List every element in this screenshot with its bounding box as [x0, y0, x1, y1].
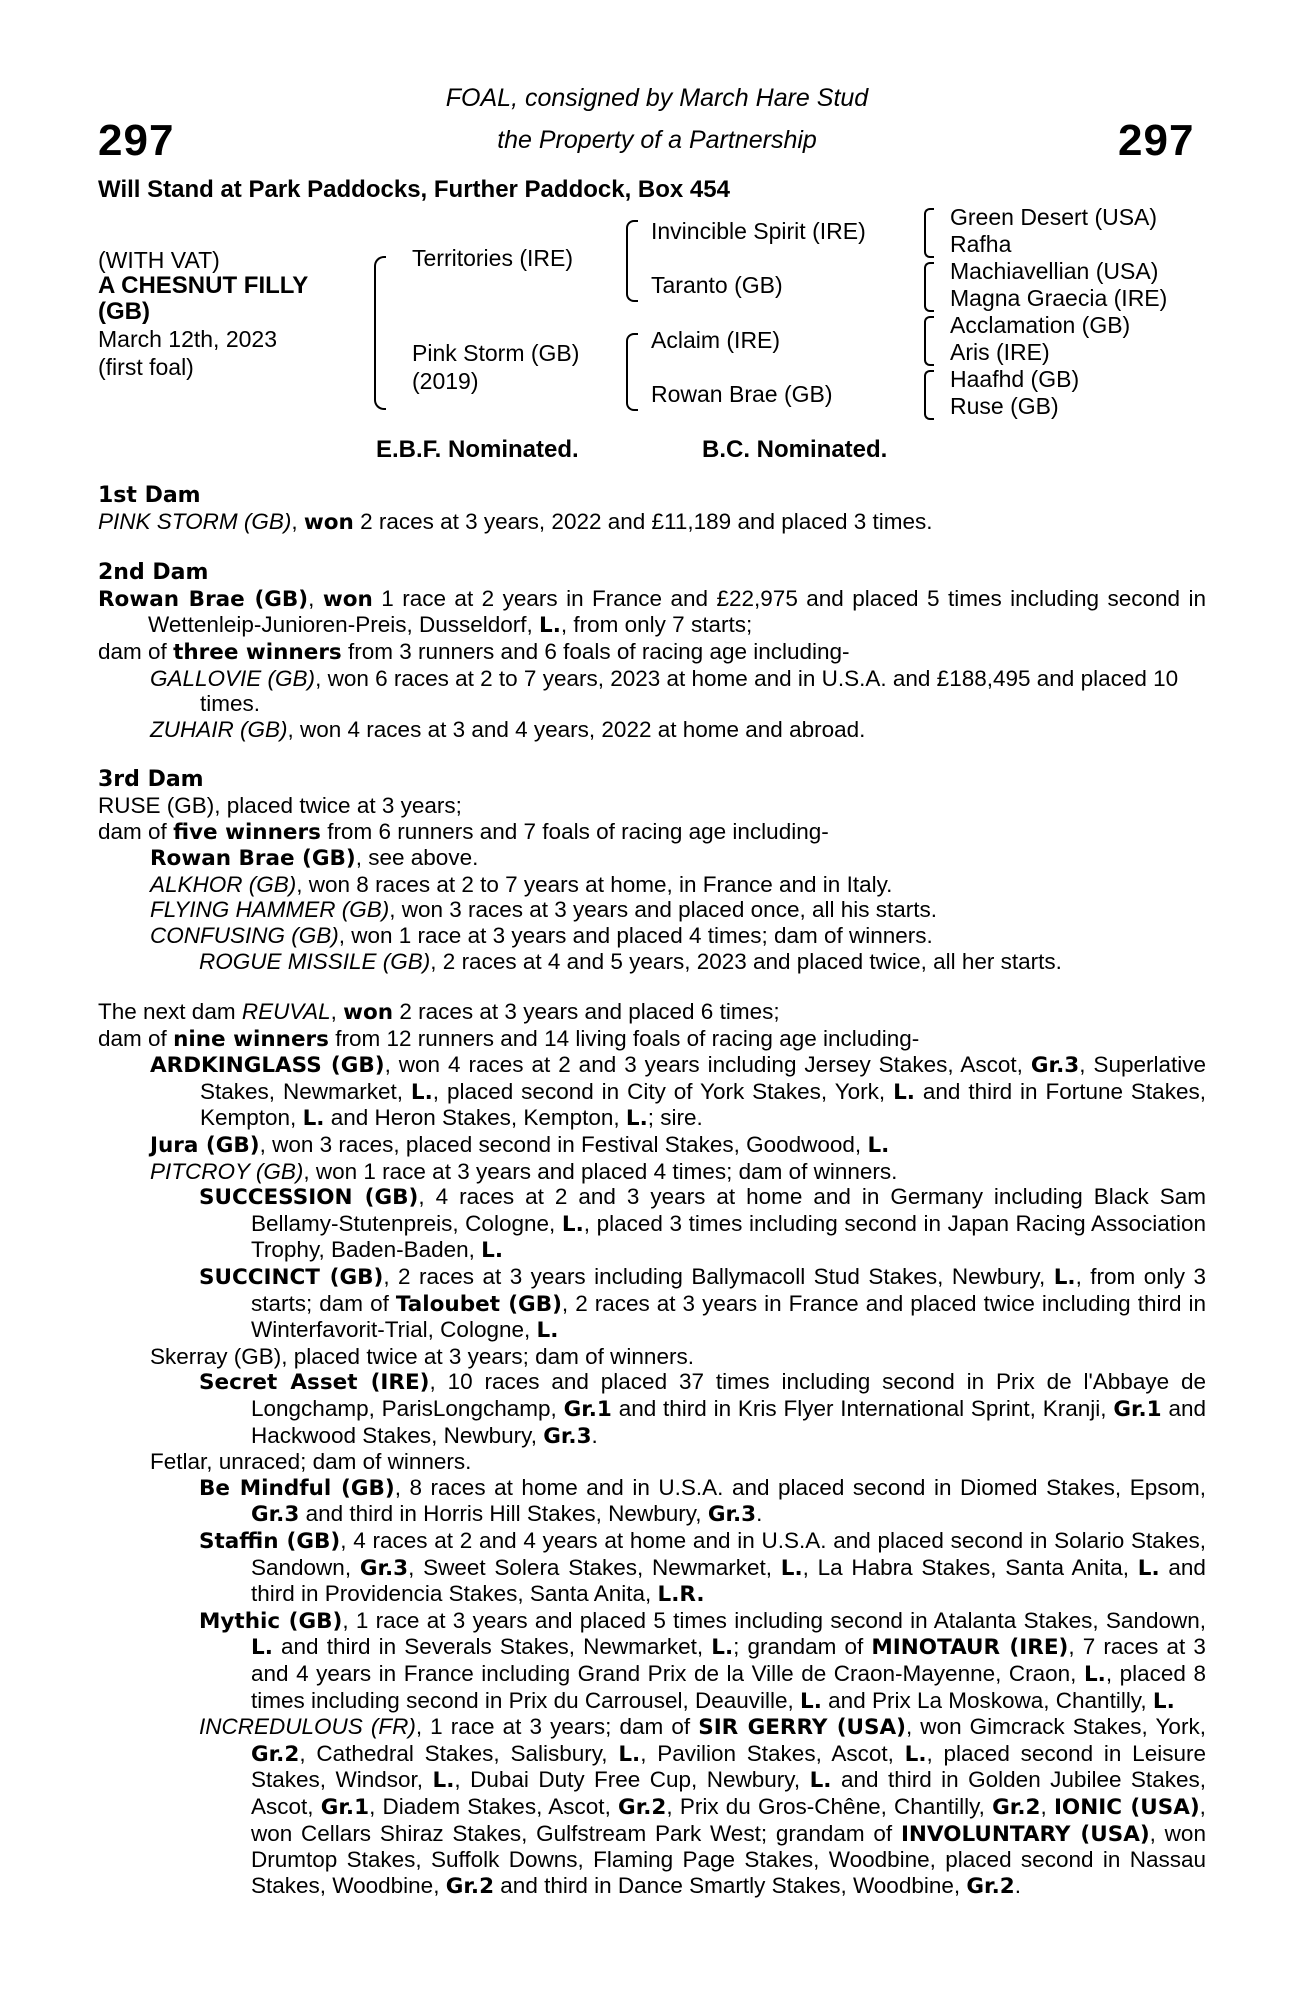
vendor-line-2: the Property of a Partnership — [497, 126, 817, 154]
pedigree-brace-g4 — [924, 370, 934, 420]
list-item: SUCCINCT (GB), 2 races at 3 years including Ballymacoll Stud Stakes, Newbury, L., from only 3 starts; dam of Taloubet (GB), 2 races at 3 years in France and placed twice including third in Winterfavorit-Trial, Cologne, L. — [199, 1264, 1206, 1344]
dam: Pink Storm (GB) — [412, 340, 580, 366]
third-dam-record: RUSE (GB), placed twice at 3 years; — [98, 792, 462, 818]
lot-number-left: 297 — [98, 116, 175, 165]
lot-description: A CHESNUT FILLY — [98, 272, 309, 299]
sire: Territories (IRE) — [412, 245, 574, 271]
pedigree-brace-sire — [626, 220, 638, 302]
list-item: PITCROY (GB), won 1 race at 3 years and placed 4 times; dam of winners. — [150, 1158, 898, 1184]
pedigree-brace-g2 — [924, 262, 934, 312]
next-dam-record: The next dam REUVAL, won 2 races at 3 years and placed 6 times; — [98, 999, 780, 1026]
third-dam-heading: 3rd Dam — [98, 767, 204, 793]
ancestor-g6: Aris (IRE) — [950, 339, 1050, 365]
catalogue-body — [98, 483, 1206, 1924]
first-dam-heading: 1st Dam — [98, 483, 201, 508]
ancestor-g1: Green Desert (USA) — [950, 204, 1158, 230]
list-item: ROGUE MISSILE (GB), 2 races at 4 and 5 years, 2023 and placed twice, all her starts. — [199, 948, 1062, 974]
ancestor-g4: Magna Graecia (IRE) — [950, 285, 1168, 311]
list-item: CONFUSING (GB), won 1 race at 3 years and placed 4 times; dam of winners. — [150, 922, 933, 948]
pedigree-brace-dam — [626, 333, 638, 411]
dam-sire: Aclaim (IRE) — [651, 327, 781, 353]
list-item: Skerray (GB), placed twice at 3 years; dam of winners. — [150, 1343, 694, 1369]
list-item: Staffin (GB), 4 races at 2 and 4 years at home and in U.S.A. and placed second in Solario Stakes, Sandown, Gr.3, Sweet Solera Stakes, Newmarket, L., La Habra Stakes, Santa Anita, L. and third in Providencia Stakes, Santa Anita, L.R. — [199, 1527, 1206, 1608]
first-dam-record: PINK STORM (GB), won 2 races at 3 years, 2022 and £11,189 and placed 3 times. — [98, 508, 933, 535]
ebf-nomination: E.B.F. Nominated. — [376, 436, 579, 463]
list-item: INCREDULOUS (FR), 1 race at 3 years; dam of SIR GERRY (USA), won Gimcrack Stakes, York, Gr.2, Cathedral Stakes, Salisbury, L., Pavilion Stakes, Ascot, L., placed second in Leisure Stakes, Windsor, L., Dubai Duty Free Cup, Newbury, L. and third in Golden Jubilee Stakes, Ascot, Gr.1, Diadem Stakes, Ascot, Gr.2, Prix du Gros-Chêne, Chantilly, Gr.2, IONIC (USA), won Cellars Shiraz Stakes, Gulfstream Park West; grandam of INVOLUNTARY (USA), won Drumtop Stakes, Suffolk Downs, Flaming Page Stakes, Woodbine, placed second in Nassau Stakes, Woodbine, Gr.2 and third in Dance Smartly Stakes, Woodbine, Gr.2. — [199, 1714, 1206, 1899]
bc-nomination: B.C. Nominated. — [702, 436, 888, 463]
list-item: SUCCESSION (GB), 4 races at 2 and 3 years at home and in Germany including Black Sam Bellamy-Stutenpreis, Cologne, L., placed 3 times including second in Japan Racing Association Trophy, Baden-Baden, L. — [199, 1184, 1207, 1264]
next-dam-section — [98, 999, 1206, 1899]
first-dam-section — [98, 483, 1206, 535]
second-dam-heading: 2nd Dam — [98, 560, 209, 586]
third-dam-section — [98, 767, 1206, 974]
sire-sire: Invincible Spirit (IRE) — [651, 218, 866, 244]
list-item: Fetlar, unraced; dam of winners. — [150, 1449, 472, 1475]
ancestor-g2: Rafha — [950, 231, 1012, 257]
list-item: ZUHAIR (GB), won 4 races at 3 and 4 years, 2022 at home and abroad. — [150, 716, 866, 742]
list-item: Be Mindful (GB), 8 races at home and in U.S.A. and placed second in Diomed Stakes, Epsom, Gr.3 and third in Horris Hill Stakes, Newbury, Gr.3. — [199, 1474, 1206, 1528]
ancestor-g7: Haafhd (GB) — [950, 366, 1080, 392]
list-item: ALKHOR (GB), won 8 races at 2 to 7 years at home, in France and in Italy. — [150, 871, 893, 897]
list-item: Jura (GB), won 3 races, placed second in Festival Stakes, Goodwood, L. — [150, 1132, 890, 1159]
next-dam-produce-summary: dam of nine winners from 12 runners and 14 living foals of racing age including- — [98, 1025, 920, 1052]
second-dam-record: Rowan Brae (GB), won 1 race at 2 years in France and £22,975 and placed 5 times including second in Wettenleip-Junioren-Preis, Dusseldorf, L., from only 7 starts; — [98, 585, 1206, 639]
dam-year: (2019) — [412, 368, 479, 394]
list-item: ARDKINGLASS (GB), won 4 races at 2 and 3 years including Jersey Stakes, Ascot, Gr.3, Superlative Stakes, Newmarket, L., placed second in City of York Stakes, York, L. and third in Fortune Stakes, Kempton, L. and Heron Stakes, Kempton, L.; sire. — [150, 1052, 1206, 1132]
stand-location: Will Stand at Park Paddocks, Further Paddock, Box 454 — [98, 176, 730, 203]
list-item: GALLOVIE (GB), won 6 races at 2 to 7 years, 2023 at home and in U.S.A. and £188,495 and placed 10 times. — [150, 665, 1179, 717]
ancestor-g8: Ruse (GB) — [950, 393, 1059, 419]
list-item: Mythic (GB), 1 race at 3 years and placed 5 times including second in Atalanta Stakes, Sandown, L. and third in Severals Stakes, Newmarket, L.; grandam of MINOTAUR (IRE), 7 races at 3 and 4 years in France including Grand Prix de la Ville de Craon-Mayenne, Craon, L., placed 8 times including second in Prix du Carrousel, Deauville, L. and Prix La Moskowa, Chantilly, L. — [199, 1607, 1206, 1714]
lot-description-country: (GB) — [98, 298, 150, 325]
foaling-date: March 12th, 2023 — [98, 326, 278, 352]
pedigree-brace-g3 — [924, 316, 934, 366]
dam-dam: Rowan Brae (GB) — [651, 381, 833, 407]
list-item: FLYING HAMMER (GB), won 3 races at 3 years and placed once, all his starts. — [150, 897, 937, 923]
vendor-line-1: FOAL, consigned by March Hare Stud — [445, 84, 869, 112]
ancestor-g3: Machiavellian (USA) — [950, 258, 1159, 284]
pedigree-brace-g1 — [924, 208, 934, 258]
second-dam-section — [98, 560, 1206, 742]
list-item: Rowan Brae (GB), see above. — [150, 845, 479, 872]
second-dam-produce-summary: dam of three winners from 3 runners and 6 foals of racing age including- — [98, 638, 850, 665]
third-dam-produce-summary: dam of five winners from 6 runners and 7 foals of racing age including- — [98, 818, 829, 845]
sire-dam: Taranto (GB) — [651, 272, 783, 298]
lot-number-right: 297 — [1118, 116, 1195, 165]
foal-note: (first foal) — [98, 354, 194, 380]
pedigree-brace-main — [374, 256, 386, 410]
list-item: Secret Asset (IRE), 10 races and placed 37 times including second in Prix de l'Abbaye de Longchamp, ParisLongchamp, Gr.1 and third in Kris Flyer International Sprint, Kranji, Gr.1 and Hackwood Stakes, Newbury, Gr.3. — [199, 1369, 1206, 1449]
vat-note: (WITH VAT) — [98, 247, 220, 273]
ancestor-g5: Acclamation (GB) — [950, 312, 1131, 338]
